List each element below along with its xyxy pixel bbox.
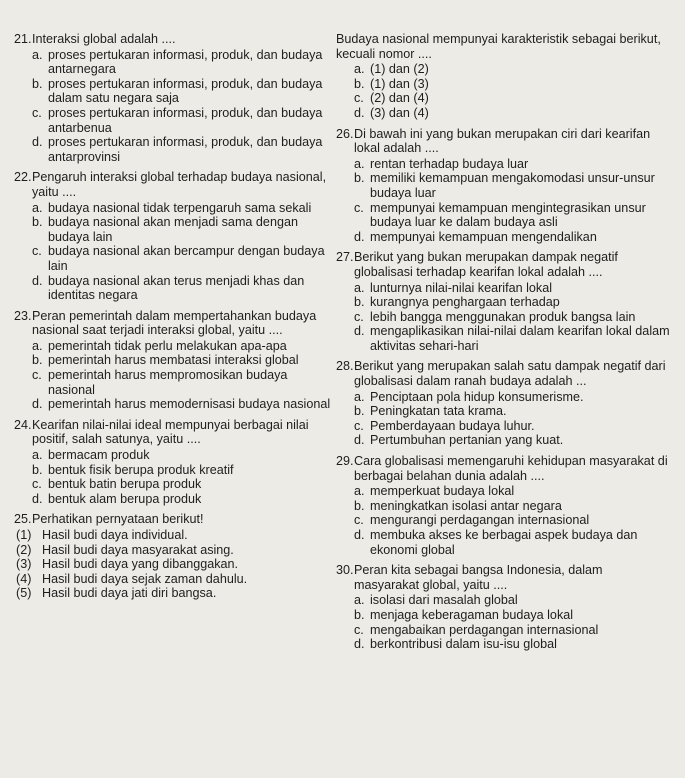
- question-text: Interaksi global adalah ....: [32, 32, 176, 46]
- statement-text: Hasil budi daya sejak zaman dahulu.: [42, 571, 248, 586]
- answer-option: [32, 201, 332, 216]
- option-text: bentuk fisik berupa produk kreatif: [48, 462, 234, 477]
- answer-option: [354, 528, 670, 557]
- option-letter: c.: [354, 200, 364, 215]
- answer-option: [32, 353, 332, 368]
- option-letter: c.: [354, 309, 364, 324]
- option-letter: b.: [354, 404, 365, 419]
- question-block: [14, 418, 332, 507]
- question-stem: [14, 418, 332, 447]
- answer-option: [354, 106, 670, 121]
- option-text: mengabaikan perdagangan internasional: [370, 622, 599, 637]
- option-list: [14, 48, 332, 165]
- option-letter: b.: [32, 353, 43, 368]
- answer-option: [354, 157, 670, 172]
- question-block: [336, 563, 670, 652]
- option-list: [336, 157, 670, 245]
- statement-item: [16, 586, 332, 601]
- question-text: Berikut yang bukan merupakan dampak negatif globalisasi terhadap kearifan lokal adalah ....: [354, 250, 618, 279]
- option-letter: a.: [32, 338, 43, 353]
- option-letter: d.: [32, 273, 43, 288]
- option-text: bentuk batin berupa produk: [48, 477, 202, 492]
- option-text: Peningkatan tata krama.: [370, 404, 507, 419]
- option-list: [336, 62, 670, 120]
- statement-text: Hasil budi daya masyarakat asing.: [42, 542, 234, 557]
- option-text: rentan terhadap budaya luar: [370, 156, 529, 171]
- option-text: memperkuat budaya lokal: [370, 484, 515, 499]
- answer-option: [354, 171, 670, 200]
- answer-option: [354, 623, 670, 638]
- statement-item: [16, 557, 332, 572]
- answer-option: [354, 310, 670, 325]
- question-block: [14, 309, 332, 412]
- option-text: budaya nasional akan bercampur dengan budaya lain: [48, 244, 325, 273]
- option-letter: b.: [32, 76, 43, 91]
- answer-option: [32, 477, 332, 492]
- statement-label: (4): [16, 571, 32, 586]
- option-letter: d.: [32, 135, 43, 150]
- option-letter: b.: [354, 607, 365, 622]
- question-block: [14, 170, 332, 302]
- answer-option: [354, 91, 670, 106]
- option-list: [336, 484, 670, 557]
- option-text: bermacam produk: [48, 448, 150, 463]
- option-letter: d.: [354, 229, 365, 244]
- option-letter: d.: [32, 397, 43, 412]
- option-text: kurangnya penghargaan terhadap: [370, 295, 560, 310]
- answer-option: [32, 215, 332, 244]
- option-text: proses pertukaran informasi, produk, dan budaya antarprovinsi: [48, 135, 323, 164]
- answer-option: [354, 593, 670, 608]
- option-text: mengaplikasikan nilai-nilai dalam kearifan lokal dalam aktivitas sehari-hari: [370, 324, 670, 353]
- answer-option: [354, 324, 670, 353]
- answer-option: [354, 513, 670, 528]
- question-stem: [336, 359, 670, 388]
- answer-option: [354, 201, 670, 230]
- option-text: lebih bangga menggunakan produk bangsa lain: [370, 309, 636, 324]
- option-text: mengurangi perdagangan internasional: [370, 513, 590, 528]
- option-letter: a.: [354, 62, 365, 77]
- question-block: [336, 454, 670, 557]
- answer-option: [32, 77, 332, 106]
- question-stem: [14, 512, 332, 527]
- option-text: membuka akses ke berbagai aspek budaya dan ekonomi global: [370, 528, 638, 557]
- question-number: 26.: [336, 126, 354, 141]
- answer-option: [32, 106, 332, 135]
- statement-list: [14, 528, 332, 601]
- option-list: [336, 593, 670, 651]
- question-stem: [336, 563, 670, 592]
- right-column: [336, 32, 670, 658]
- option-letter: b.: [32, 215, 43, 230]
- option-list: [14, 201, 332, 303]
- option-letter: c.: [32, 477, 42, 492]
- answer-option: [354, 419, 670, 434]
- option-list: [14, 339, 332, 412]
- option-letter: d.: [32, 491, 43, 506]
- option-text: isolasi dari masalah global: [370, 593, 518, 608]
- statement-label: (5): [16, 586, 32, 601]
- option-letter: a.: [354, 156, 365, 171]
- question-number: 29.: [336, 454, 354, 469]
- option-letter: a.: [32, 200, 43, 215]
- question-number: 25.: [14, 512, 32, 527]
- question-block: [336, 250, 670, 353]
- option-text: Pertumbuhan pertanian yang kuat.: [370, 433, 564, 448]
- question-text: Perhatikan pernyataan berikut!: [32, 512, 204, 527]
- answer-option: [32, 492, 332, 507]
- question-number: 27.: [336, 250, 354, 265]
- question-block: [14, 512, 332, 601]
- option-text: mempunyai kemampuan mengendalikan: [370, 229, 597, 244]
- answer-option: [32, 448, 332, 463]
- question-stem: [336, 454, 670, 483]
- answer-option: [354, 499, 670, 514]
- option-list: [336, 390, 670, 448]
- option-text: (3) dan (4): [370, 105, 429, 120]
- statement-label: (1): [16, 528, 32, 542]
- option-letter: d.: [354, 105, 365, 120]
- option-letter: b.: [354, 171, 365, 186]
- statement-item: [16, 543, 332, 558]
- option-letter: b.: [32, 462, 43, 477]
- question-number: 30.: [336, 563, 354, 578]
- option-letter: c.: [32, 368, 42, 383]
- answer-option: [354, 295, 670, 310]
- option-letter: c.: [354, 418, 364, 433]
- question-block: [14, 32, 332, 164]
- option-letter: d.: [354, 324, 365, 339]
- statement-text: Hasil budi daya jati diri bangsa.: [42, 586, 217, 601]
- question-text: Di bawah ini yang bukan merupakan ciri dari kearifan lokal adalah ....: [354, 126, 651, 156]
- option-text: (2) dan (4): [370, 91, 429, 106]
- question-text: Peran kita sebagai bangsa Indonesia, dalam masyarakat global, yaitu ....: [354, 563, 603, 592]
- answer-option: [32, 397, 332, 412]
- option-text: proses pertukaran informasi, produk, dan budaya dalam satu negara saja: [48, 76, 323, 106]
- answer-option: [32, 48, 332, 77]
- statement-item: [16, 528, 332, 543]
- option-letter: a.: [32, 448, 43, 463]
- option-text: (1) dan (3): [370, 76, 429, 91]
- statement-label: (3): [16, 557, 32, 572]
- option-list: [336, 281, 670, 354]
- answer-option: [32, 244, 332, 273]
- option-text: menjaga keberagaman budaya lokal: [370, 607, 574, 622]
- option-letter: c.: [354, 622, 364, 637]
- option-text: budaya nasional akan terus menjadi khas dan identitas negara: [48, 273, 305, 303]
- answer-option: [354, 484, 670, 499]
- option-letter: d.: [354, 433, 365, 448]
- option-text: Penciptaan pola hidup konsumerisme.: [370, 389, 584, 404]
- option-text: meningkatkan isolasi antar negara: [370, 498, 562, 513]
- option-letter: d.: [354, 528, 365, 542]
- question-continuation: Budaya nasional mempunyai karakteristik sebagai berikut, kecuali nomor ....: [336, 32, 661, 61]
- option-letter: b.: [354, 295, 365, 310]
- option-letter: a.: [354, 484, 365, 499]
- answer-option: [32, 274, 332, 303]
- question-number: 28.: [336, 359, 354, 374]
- option-letter: c.: [32, 244, 42, 259]
- question-block: [336, 359, 670, 448]
- option-text: pemerintah tidak perlu melakukan apa-apa: [48, 338, 287, 353]
- answer-option: [32, 368, 332, 397]
- question-text: Peran pemerintah dalam mempertahankan budaya nasional saat terjadi interaksi global, yaitu ....: [32, 308, 317, 338]
- option-text: berkontribusi dalam isu-isu global: [370, 637, 557, 652]
- option-text: lunturnya nilai-nilai kearifan lokal: [370, 280, 553, 295]
- answer-option: [354, 404, 670, 419]
- option-letter: b.: [354, 498, 365, 513]
- option-text: mempunyai kemampuan mengintegrasikan unsur budaya luar ke dalam budaya asli: [370, 200, 646, 230]
- answer-option: [354, 637, 670, 652]
- question-number: 22.: [14, 170, 32, 185]
- question-block: [336, 32, 670, 121]
- statement-text: Hasil budi daya yang dibanggakan.: [42, 557, 239, 572]
- answer-option: [32, 463, 332, 478]
- answer-option: [354, 62, 670, 77]
- option-list: [14, 448, 332, 506]
- question-stem: [336, 250, 670, 279]
- question-text: Pengaruh interaksi global terhadap budaya nasional, yaitu ....: [32, 170, 327, 199]
- option-text: proses pertukaran informasi, produk, dan budaya antarnegara: [48, 47, 323, 77]
- option-text: pemerintah harus memodernisasi budaya nasional: [48, 397, 331, 412]
- option-text: bentuk alam berupa produk: [48, 491, 202, 506]
- option-text: (1) dan (2): [370, 62, 429, 77]
- question-stem: [14, 309, 332, 338]
- option-letter: c.: [354, 513, 364, 528]
- option-letter: a.: [354, 280, 365, 295]
- question-stem: [336, 127, 670, 156]
- answer-option: [354, 281, 670, 296]
- question-text: Berikut yang merupakan salah satu dampak negatif dari globalisasi dalam ranah budaya adalah ...: [354, 359, 666, 389]
- option-letter: a.: [32, 47, 43, 62]
- option-letter: a.: [354, 593, 365, 608]
- option-text: pemerintah harus membatasi interaksi global: [48, 353, 299, 368]
- question-text: Cara globalisasi memengaruhi kehidupan masyarakat di berbagai belahan dunia adalah ....: [354, 454, 668, 483]
- question-number: 23.: [14, 308, 32, 323]
- left-column: [14, 32, 332, 607]
- answer-option: [354, 608, 670, 623]
- statement-label: (2): [16, 542, 32, 557]
- question-text: Kearifan nilai-nilai ideal mempunyai berbagai nilai positif, salah satunya, yaitu ....: [32, 417, 309, 447]
- statement-item: [16, 572, 332, 587]
- question-block: [336, 127, 670, 245]
- option-text: Pemberdayaan budaya luhur.: [370, 418, 535, 433]
- statement-text: Hasil budi daya individual.: [42, 528, 188, 542]
- answer-option: [32, 135, 332, 164]
- answer-option: [354, 390, 670, 405]
- question-number: 21.: [14, 32, 32, 46]
- answer-option: [354, 230, 670, 245]
- option-text: memiliki kemampuan mengakomodasi unsur-unsur budaya luar: [370, 171, 655, 200]
- option-letter: b.: [354, 76, 365, 91]
- option-text: proses pertukaran informasi, produk, dan budaya antarbenua: [48, 105, 323, 135]
- option-letter: c.: [32, 105, 42, 120]
- option-letter: c.: [354, 91, 364, 106]
- option-letter: a.: [354, 389, 365, 404]
- answer-option: [354, 433, 670, 448]
- answer-option: [354, 77, 670, 92]
- option-text: budaya nasional akan menjadi sama dengan budaya lain: [48, 215, 298, 244]
- question-number: 24.: [14, 417, 32, 432]
- option-text: budaya nasional tidak terpengaruh sama sekali: [48, 200, 312, 215]
- question-stem: [14, 170, 332, 199]
- answer-option: [32, 339, 332, 354]
- question-stem: [14, 32, 332, 47]
- option-text: pemerintah harus mempromosikan budaya nasional: [48, 368, 288, 397]
- option-letter: d.: [354, 637, 365, 652]
